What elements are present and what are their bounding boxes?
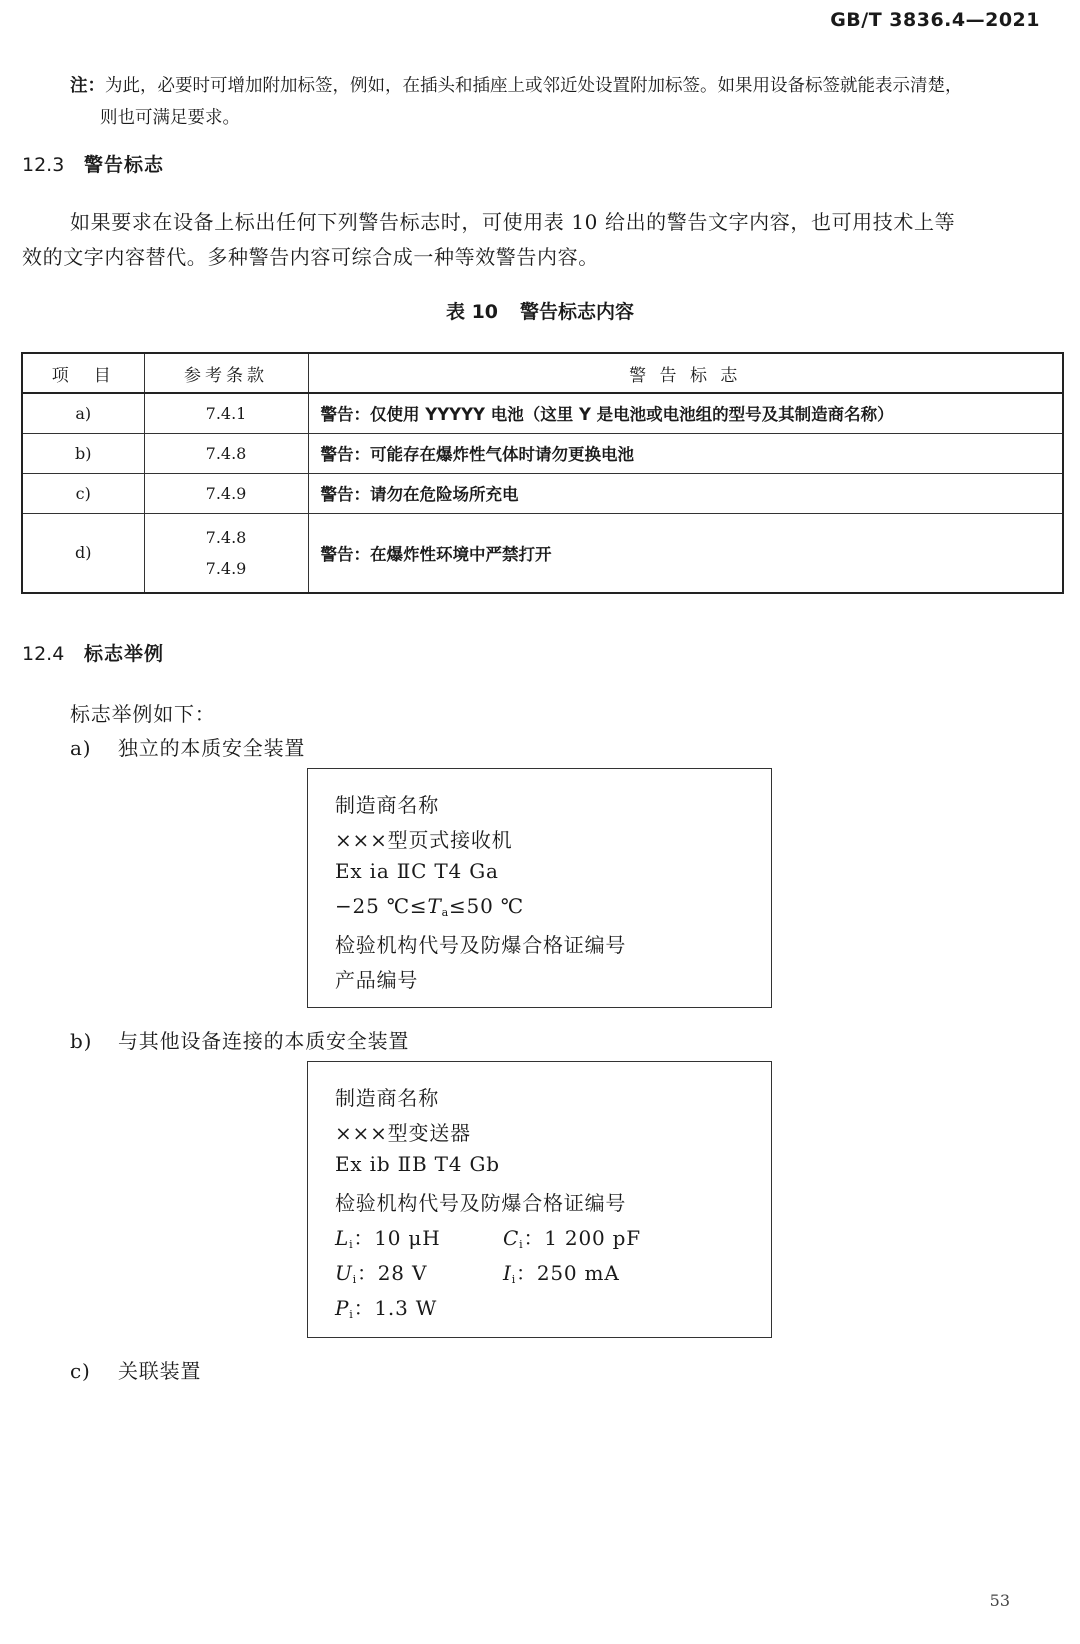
example-a-text: 独立的本质安全装置 bbox=[118, 736, 306, 760]
val-P: ：1.3 W bbox=[353, 1296, 438, 1320]
row-clause: 7.4.9 bbox=[205, 558, 247, 578]
val-U: ：28 V bbox=[356, 1261, 428, 1285]
table-header-row bbox=[22, 353, 1063, 393]
marking-box-a bbox=[307, 768, 772, 1008]
val-L: ：10 μH bbox=[353, 1226, 441, 1250]
section-12-3-para-line-1: 如果要求在设备上标出任何下列警告标志时，可使用表 10 给出的警告文字内容，也可用技术上等 bbox=[70, 210, 956, 234]
section-12-3-para-line-2: 效的文字内容替代。多种警告内容可综合成一种等效警告内容。 bbox=[22, 245, 599, 269]
section-number: 12.4 bbox=[22, 643, 65, 665]
sub-P: i bbox=[349, 1308, 354, 1321]
model-name: ×××型变送器 bbox=[335, 1121, 471, 1145]
note-line-2: 则也可满足要求。 bbox=[100, 108, 240, 128]
certificate-line: 检验机构代号及防爆合格证编号 bbox=[335, 933, 627, 957]
row-warning: 警告：可能存在爆炸性气体时请勿更换电池 bbox=[308, 433, 1063, 473]
manufacturer-name: 制造商名称 bbox=[335, 1086, 439, 1110]
table-number: 表 10 bbox=[445, 301, 499, 323]
row-clause: 7.4.9 bbox=[144, 473, 308, 513]
param-Pi bbox=[335, 1292, 437, 1321]
row-item: a) bbox=[22, 393, 144, 433]
ambient-temperature bbox=[335, 894, 524, 919]
var-P: P bbox=[335, 1296, 350, 1320]
col-header-clause: 参考条款 bbox=[144, 353, 308, 393]
col-header-item: 项 目 bbox=[22, 353, 144, 393]
product-number: 产品编号 bbox=[335, 968, 419, 992]
temp-suffix: ≤50 ℃ bbox=[449, 894, 524, 918]
note-label: 注： bbox=[70, 76, 105, 96]
val-I: ：250 mA bbox=[516, 1261, 620, 1285]
section-12-3-heading bbox=[22, 150, 164, 177]
sub-L: i bbox=[349, 1238, 354, 1251]
section-number: 12.3 bbox=[22, 154, 65, 176]
val-C: ：1 200 pF bbox=[523, 1226, 641, 1250]
table-title: 警告标志内容 bbox=[520, 301, 635, 323]
marking-box-b bbox=[307, 1061, 772, 1338]
section-title: 警告标志 bbox=[84, 154, 165, 176]
table-caption bbox=[0, 297, 1080, 324]
param-Ci bbox=[503, 1222, 641, 1251]
example-c-text: 关联装置 bbox=[118, 1359, 202, 1383]
col-header-warning: 警 告 标 志 bbox=[308, 353, 1063, 393]
row-item: b) bbox=[22, 433, 144, 473]
sub-I: i bbox=[511, 1273, 517, 1286]
row-clause: 7.4.8 bbox=[144, 433, 308, 473]
example-b-label: b) bbox=[70, 1029, 93, 1053]
param-Ui bbox=[335, 1257, 427, 1286]
var-C: C bbox=[503, 1226, 520, 1250]
table-row bbox=[22, 393, 1063, 433]
page-number: 53 bbox=[989, 1591, 1010, 1610]
var-L: L bbox=[335, 1226, 350, 1250]
row-item: d) bbox=[22, 513, 144, 593]
row-item: c) bbox=[22, 473, 144, 513]
temp-sub: a bbox=[441, 906, 449, 919]
example-c-label: c) bbox=[70, 1359, 91, 1383]
note-text-1: 为此，必要时可增加附加标签，例如，在插头和插座上或邻近处设置附加标签。如果用设备标签就能表示清楚， bbox=[105, 76, 963, 96]
example-a-heading bbox=[70, 732, 305, 761]
row-warning: 警告：请勿在危险场所充电 bbox=[308, 473, 1063, 513]
section-title: 标志举例 bbox=[84, 643, 165, 665]
model-name: ×××型页式接收机 bbox=[335, 828, 513, 852]
ex-marking: Ex ib ⅡB T4 Gb bbox=[335, 1152, 500, 1176]
certificate-line: 检验机构代号及防爆合格证编号 bbox=[335, 1191, 627, 1215]
row-clause: 7.4.8 bbox=[205, 527, 247, 547]
standard-code: GB/T 3836.4—2021 bbox=[830, 9, 1040, 31]
temp-var: T bbox=[427, 894, 442, 918]
example-b-heading bbox=[70, 1025, 409, 1054]
row-warning: 警告：在爆炸性环境中严禁打开 bbox=[308, 513, 1063, 593]
sub-C: i bbox=[519, 1238, 524, 1251]
manufacturer-name: 制造商名称 bbox=[335, 793, 439, 817]
var-U: U bbox=[335, 1261, 353, 1285]
table-row bbox=[22, 473, 1063, 513]
var-I: I bbox=[503, 1261, 512, 1285]
example-a-label: a) bbox=[70, 736, 92, 760]
example-b-text: 与其他设备连接的本质安全装置 bbox=[118, 1029, 410, 1053]
table-row bbox=[22, 513, 1063, 593]
row-clauses bbox=[144, 513, 308, 593]
section-12-4-heading bbox=[22, 639, 164, 666]
examples-intro: 标志举例如下： bbox=[70, 702, 216, 726]
temp-prefix: −25 ℃≤ bbox=[335, 894, 428, 918]
ex-marking: Ex ia ⅡC T4 Ga bbox=[335, 859, 499, 883]
note-line-1 bbox=[70, 72, 963, 97]
param-Li bbox=[335, 1222, 440, 1251]
example-c-heading bbox=[70, 1355, 201, 1384]
sub-U: i bbox=[352, 1273, 357, 1286]
warning-table bbox=[21, 352, 1064, 594]
table-row bbox=[22, 433, 1063, 473]
row-clause: 7.4.1 bbox=[144, 393, 308, 433]
row-warning: 警告：仅使用 YYYYY 电池（这里 Y 是电池或电池组的型号及其制造商名称） bbox=[308, 393, 1063, 433]
param-Ii bbox=[503, 1257, 620, 1286]
